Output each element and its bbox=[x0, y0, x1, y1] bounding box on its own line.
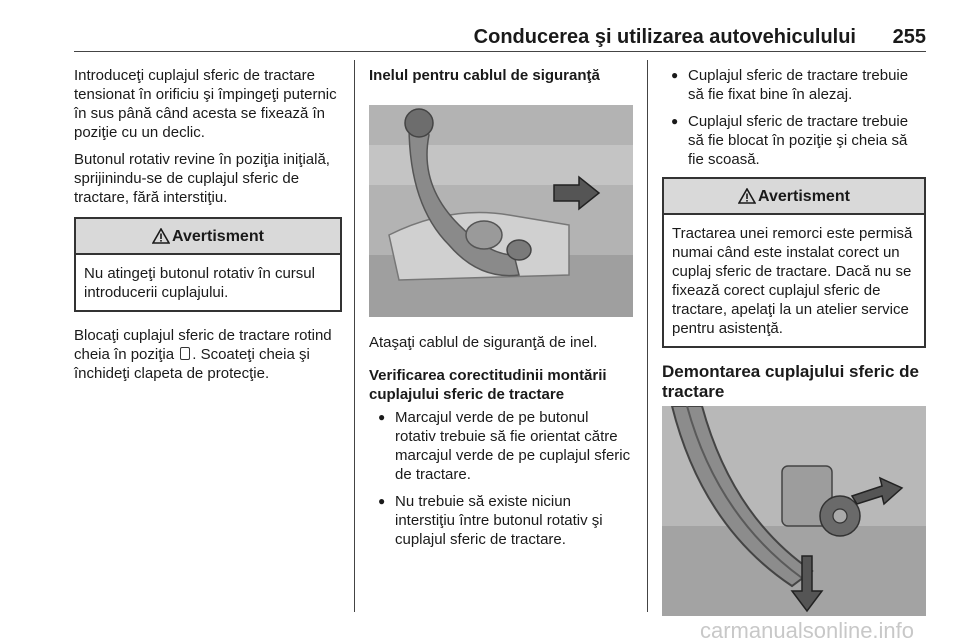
watermark: carmanualsonline.info bbox=[700, 618, 915, 642]
warning-header bbox=[664, 179, 924, 215]
column-2 bbox=[369, 66, 633, 557]
warning-title: Avertisment bbox=[172, 227, 264, 245]
column-3 bbox=[662, 66, 926, 616]
warning-box bbox=[74, 217, 342, 312]
figure-caption: Ataşaţi cablul de siguranţă de inel. bbox=[369, 334, 598, 351]
header-rule bbox=[74, 51, 926, 52]
warning-body: Nu atingeţi butonul rotativ în cursul introducerii cuplajului. bbox=[84, 265, 315, 301]
column-1 bbox=[74, 66, 342, 391]
section-heading-removal: Demontarea cuplajului sferic de tractare bbox=[662, 362, 919, 401]
section-heading-verification: Verificarea corectitudinii montării cuplajului sferic de tractare bbox=[369, 367, 607, 403]
verification-list bbox=[369, 408, 633, 549]
towbar-removal-illustration bbox=[662, 406, 926, 616]
page-header bbox=[74, 26, 926, 50]
list-item: ● Cuplajul sferic de tractare trebuie să fie blocat în poziţie şi cheia să fie scoasă. bbox=[662, 112, 926, 169]
towbar-removal-figure bbox=[662, 406, 926, 616]
chapter-title: Conducerea şi utilizarea autovehiculului bbox=[473, 26, 856, 48]
paragraph-knob: Butonul rotativ revine în poziţia iniţială, sprijinindu-se de cuplajul sferic de tractare, fără interstiţiu. bbox=[74, 151, 330, 206]
warning-title: Avertisment bbox=[758, 187, 850, 205]
towbar-ring-figure bbox=[369, 105, 633, 317]
column-divider-2 bbox=[647, 60, 648, 612]
page-number: 255 bbox=[892, 26, 926, 48]
towbar-ring-illustration bbox=[369, 105, 633, 317]
warning-header bbox=[76, 219, 340, 255]
paragraph-insert: Introduceţi cuplajul sferic de tractare tensionat în orificiu şi împingeţi puternic în sus până când acesta se fixează în poziţie cu un declic. bbox=[74, 67, 337, 141]
warning-box bbox=[662, 177, 926, 348]
column-divider-1 bbox=[354, 60, 355, 612]
paragraph-lock: Blocaţi cuplajul sferic de tractare rotind cheia în poziţia . Scoateţi cheia şi închideţi clapeta de protecţie. bbox=[74, 327, 332, 382]
warning-triangle-icon bbox=[738, 188, 756, 204]
warning-triangle-icon bbox=[152, 228, 170, 244]
list-item: ● Cuplajul sferic de tractare trebuie să fie fixat bine în alezaj. bbox=[662, 66, 926, 104]
check-list bbox=[662, 66, 926, 169]
list-item: ● Nu trebuie să existe niciun interstiţiu între butonul rotativ şi cuplajul sferic de tractare. bbox=[369, 492, 633, 549]
list-item: ● Marcajul verde de pe butonul rotativ trebuie să fie orientat către marcajul verde de pe cuplajul sferic de tractare. bbox=[369, 408, 633, 484]
warning-body: Tractarea unei remorci este permisă numai când este instalat corect un cuplaj sferic de tractare. Dacă nu se fixează corect cuplajul sferic de tractare, apelaţi la un atelier service pentru asistenţă. bbox=[672, 225, 913, 337]
section-heading-safety-ring: Inelul pentru cablul de siguranţă bbox=[369, 67, 600, 84]
lock-position-icon bbox=[180, 347, 190, 360]
